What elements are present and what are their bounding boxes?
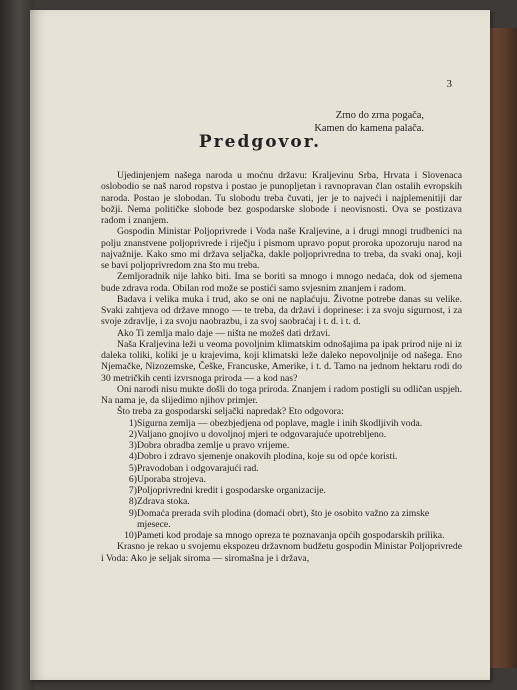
paragraph: Ujedinjenjem našega naroda u moćnu državu: Kraljevinu Srba, Hrvata i Slovenaca oslobodio se naš narod ropstva i postao je punopljetan i ravnopravan član ostalih evropskih naroda. Postao je slobodan. Tu slobodu treba čuvati, jer je to najveći i najplemenitiji dar božji. Nema političke slobode bez gospodarske slobode i neovisnosti. Ova se postizava radom i znanjem. bbox=[101, 170, 462, 226]
page-title: Predgovor. bbox=[198, 132, 322, 152]
list-item: Dobra obradba zemlje u pravo vrijeme. bbox=[137, 440, 290, 451]
paragraph: Krasno je rekao u svojemu ekspozeu državnom budžetu gospodin Ministar Poljoprivrede i Voda: Ako je seljak siroma — siromašna je i država, bbox=[101, 541, 462, 564]
list-item: Uporaba strojeva. bbox=[137, 473, 206, 485]
book-back-cover bbox=[489, 28, 517, 668]
list-item: Domaća prerada svih plodina (domaći obrt), što je osobito važno za zimske mjesece. bbox=[137, 507, 430, 530]
list-item: Zdrava stoka. bbox=[137, 496, 190, 508]
paragraph: Oni narodi nisu mukte došli do toga priroda. Znanjem i radom postigli su odličan uspjeh. Na nama je, da slijedimo njihov primjer. bbox=[101, 383, 462, 406]
list-item: Pravodoban i odgovarajući rad. bbox=[137, 462, 259, 474]
list-item: Poljoprivredni kredit i gospodarske organizacije. bbox=[137, 485, 326, 496]
paragraph: Ako Ti zemlja malo daje — ništa ne možeš dati državi. bbox=[117, 327, 331, 339]
requirements-list bbox=[101, 418, 462, 542]
paragraph: Zemljoradnik nije lahko biti. Ima se boriti sa mnogo i mnogo nedaća, dok od sjemena bude zdrava roda. Obilan rod može se postići samo svjesnim znanjem i radom. bbox=[101, 271, 462, 294]
list-item: Sigurna zemlja — obezbjedjena od poplave, magle i inih škodljivih voda. bbox=[137, 417, 423, 429]
list-item: Valjano gnojivo u dovoljnoj mjeri te odgovarajuće upotrebljeno. bbox=[137, 428, 387, 440]
book-binding bbox=[0, 0, 34, 690]
body-text bbox=[101, 170, 462, 564]
paragraph: Badava i velika muka i trud, ako se oni ne naplaćuju. Životne potrebe danas su velike. Svaki zahtjeva od države mnogo — te treba, da državi i doprinese: i za svoju sigurnost, i za svoje zdravlje, i za svoju naobrazbu, i za svoj saobraćaj i t. d. i t. d. bbox=[101, 293, 462, 328]
paragraph: Naša Kraljevina leži u veoma povoljnim klimatskim odnošajima pa ipak prirod nije ni iz daleka toliki, koliki je u krajevima, koji klimatski leže daleko nepovoljnije od našega. Eno Njemačke, Nizozemske, Češke, Francuske, Amerike, i t. d. Tamo na jednom hektaru rodi do 30 metričkih centi izvrsnoga priroda — a kod nas? bbox=[101, 338, 462, 384]
epigraph-line: Kamen do kamena palača. bbox=[314, 123, 424, 134]
page-number: 3 bbox=[446, 78, 452, 90]
list-item: Pameti kod prodaje sa mnogo opreza te poznavanja općih gospodarskih prilika. bbox=[137, 530, 445, 541]
book-page bbox=[30, 10, 490, 680]
paragraph: Gospodin Ministar Poljoprivrede i Voda naše Kraljevine, a i drugi mnogi trudbenici na polju znanstvene poljoprivrede i riječju i pismom upravo poput proroka upozoruju narod na najvažnije. Kako smo mi država seljačka, dakle poljoprivredna to treba, da svaki onaj, koji se bavi poljoprivredom zna što mu treba. bbox=[101, 226, 462, 271]
epigraph-line: Zrno do zrna pogača, bbox=[335, 110, 424, 121]
paragraph: Što treba za gospodarski seljački napredak? Eto odgovora: bbox=[117, 406, 344, 418]
list-item: Dobro i zdravo sjemenje onakovih plodina, koje su od opće koristi. bbox=[137, 451, 398, 463]
